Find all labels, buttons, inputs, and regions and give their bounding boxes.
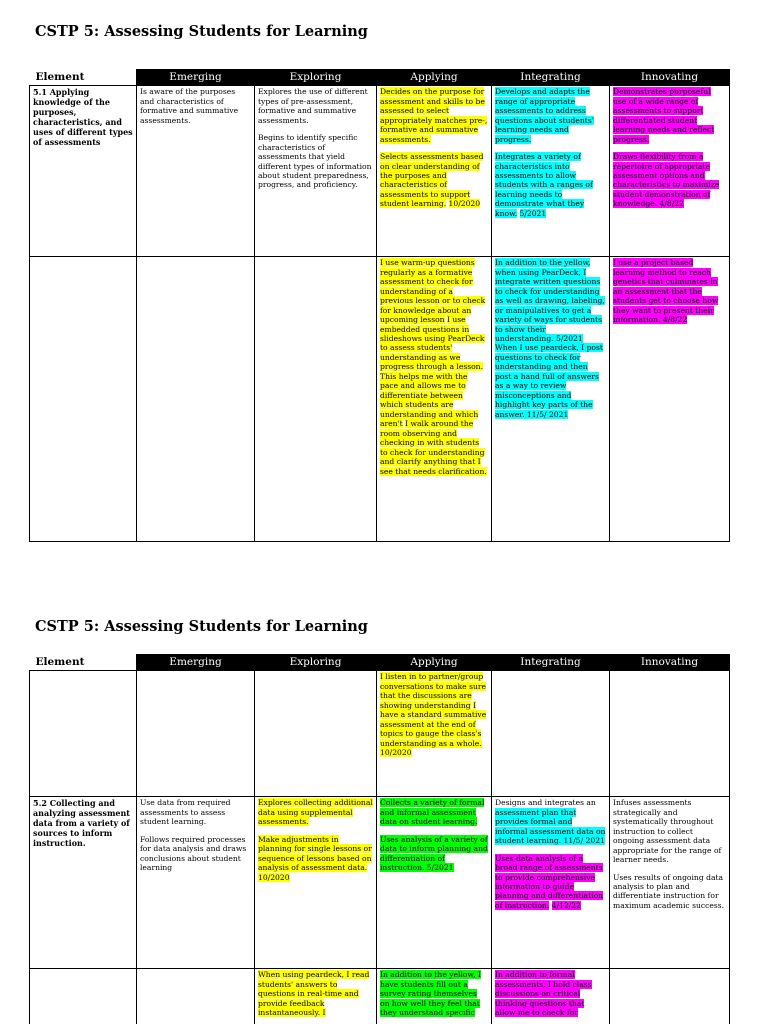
header-row: [30, 655, 730, 671]
applying-cell: [377, 86, 492, 257]
highlighted-text: In addition to formal assessments, I hold class discussions on critical thinking questions that allow me to check for: [495, 970, 592, 1018]
column-header-integrating: Integrating: [492, 655, 610, 671]
element-label: 5.2 Collecting and analyzing assessment data from a variety of sources to inform instruction.: [33, 798, 131, 849]
cell-text: Is aware of the purposes and characteristics of formative and summative assessments.: [140, 87, 239, 125]
element-cell: [30, 671, 137, 797]
highlighted-text: I use a project based learning method to reach genetics that culminates in an assessment that the students get to choose how they want to present their information. 4/8/22: [613, 258, 719, 325]
cell-text: Use data from required assessments to assess student learning.: [140, 798, 231, 827]
highlighted-text: Develops and adapts the range of appropriate assessments to address questions about students' learning needs and progress.: [495, 87, 594, 144]
page-title: CSTP 5: Assessing Students for Learning: [35, 23, 368, 40]
integrating-cell: [492, 86, 610, 257]
rubric-table: [29, 69, 730, 542]
innovating-cell: [610, 257, 730, 542]
table-row: [30, 86, 730, 257]
highlighted-text: In addition to the yellow, when using PearDeck, I integrate written questions to check for understanding as well as drawing, labeling, or manipulatives to get a variety of ways for students to show their understanding. 5/2021: [495, 258, 605, 343]
cell-text: Infuses assessments strategically and systematically throughout instruction to collect ongoing assessment data appropriate for the range of learner needs.: [613, 798, 722, 865]
rubric-table: [29, 654, 730, 1024]
page-title: CSTP 5: Assessing Students for Learning: [35, 618, 368, 635]
highlighted-text: Make adjustments in planning for single lessons or sequence of lessons based on analysis of assessment data. 10/2020: [258, 834, 372, 882]
innovating-cell: [610, 86, 730, 257]
column-header-applying: Applying: [377, 70, 492, 86]
table-row: [30, 671, 730, 797]
column-header-integrating: Integrating: [492, 70, 610, 86]
column-header-emerging: Emerging: [137, 655, 255, 671]
cell-text: Explores the use of different types of pre-assessment, formative and summative assessments.: [258, 87, 368, 125]
innovating-cell: [610, 671, 730, 797]
date-stamp: 10/2020: [448, 199, 481, 209]
applying-cell: [377, 969, 492, 1024]
highlighted-text: I use embedded questions in slideshows using PearDeck to assess students' understanding as we progress through a lesson. This helps me with the pace and allows me to differentiate between which students are understanding and which aren't: [380, 315, 485, 429]
column-header-innovating: Innovating: [610, 70, 730, 86]
highlighted-text: When using peardeck, I read students' answers to questions in real-time and provide feedback instantaneously. I: [258, 970, 370, 1018]
element-cell: [30, 797, 137, 969]
element-cell: [30, 86, 137, 257]
applying-cell: [377, 797, 492, 969]
cell-text: Begins to identify specific characteristics of assessments that yield different types of information about student preparedness, progress, and proficiency.: [258, 133, 372, 190]
table-row: [30, 797, 730, 969]
highlighted-text: assessment plan that provides formal and informal assessment data on student learning. 11/5/ 2021: [495, 807, 606, 846]
element-cell: [30, 969, 137, 1024]
emerging-cell: [137, 969, 255, 1024]
highlighted-text: Explores collecting additional data using supplemental assessments.: [258, 798, 373, 827]
highlighted-text: When I use peardeck, I post questions to check for understanding and then post a hand full of answers as a way to review misconceptions and highlight key parts of the answer. 11/5/ 2021: [495, 343, 603, 419]
emerging-cell: [137, 86, 255, 257]
highlighted-text: I have a standard summative assessment at the end of topics to gauge the class's understanding as a whole. 10/2020: [380, 700, 487, 757]
highlighted-text: Uses data analysis of a broad range of assessments to provide comprehensive information to guide planning and differentiation of instruction.: [495, 853, 604, 910]
column-header-applying: Applying: [377, 655, 492, 671]
highlighted-text: Selects assessments based on clear understanding of the purposes and characteristics of assessments to support student learning.: [380, 152, 484, 209]
exploring-cell: [255, 86, 377, 257]
column-header-exploring: Exploring: [255, 655, 377, 671]
integrating-cell: [492, 257, 610, 542]
exploring-cell: [255, 969, 377, 1024]
cell-text: Uses results of ongoing data analysis to plan and differentiate instruction for maximum academic success.: [613, 872, 725, 910]
highlighted-text: In addition to the yellow, I have students fill out a survey rating themselves on how well they feel that they understand specific: [380, 970, 481, 1018]
applying-cell: [377, 257, 492, 542]
cell-text: Designs and integrates an: [495, 798, 596, 808]
integrating-cell: [492, 969, 610, 1024]
emerging-cell: [137, 671, 255, 797]
date-stamp: 5/2021: [519, 208, 547, 218]
integrating-cell: [492, 797, 610, 969]
exploring-cell: [255, 671, 377, 797]
table-row: [30, 257, 730, 542]
exploring-cell: [255, 797, 377, 969]
applying-cell: [377, 671, 492, 797]
highlighted-text: Uses analysis of a variety of data to inform planning and differentiation of instruction. 5/2021: [380, 834, 488, 873]
column-header-element: Element: [30, 70, 137, 86]
innovating-cell: [610, 969, 730, 1024]
element-cell: [30, 257, 137, 542]
highlighted-text: Collects a variety of formal and informal assessment data on student learning.: [380, 798, 485, 827]
element-label: 5.1 Applying knowledge of the purposes, characteristics, and uses of different types of assessments: [33, 87, 133, 148]
highlighted-text: I use warm-up questions regularly as a formative assessment to check for understanding of a previous lesson or to check for knowledge about an upcoming lesson: [380, 258, 486, 325]
exploring-cell: [255, 257, 377, 542]
column-header-element: Element: [30, 655, 137, 671]
column-header-innovating: Innovating: [610, 655, 730, 671]
highlighted-text: I walk around the room observing and checking in with students to check for understanding and clarify anything that I see that needs clarification.: [380, 419, 487, 476]
header-row: [30, 70, 730, 86]
column-header-exploring: Exploring: [255, 70, 377, 86]
highlighted-text: Integrates a variety of characteristics into assessments to allow students with a ranges of learning needs to demonstrate what they know.: [495, 152, 593, 218]
highlighted-text: Draws flexibility from a repertoire of appropriate assessment options and characteristics to maximize student demonstration of knowledge. 4/8/22: [613, 152, 720, 209]
integrating-cell: [492, 671, 610, 797]
column-header-emerging: Emerging: [137, 70, 255, 86]
highlighted-text: Demonstrates purposeful use of a wide range of assessments to support differentiated student learning needs and reflect progress.: [613, 87, 715, 144]
innovating-cell: [610, 797, 730, 969]
table-row: [30, 969, 730, 1024]
emerging-cell: [137, 257, 255, 542]
highlighted-text: I listen in to partner/group conversations to make sure that the discussions are showing understanding: [380, 672, 486, 710]
highlighted-text: Decides on the purpose for assessment and skills to be assessed to select appropriately matches pre-, formative and summative assessments.: [380, 87, 488, 144]
emerging-cell: [137, 797, 255, 969]
cell-text: Follows required processes for data analysis and draws conclusions about student learning: [140, 834, 247, 873]
date-stamp: 4/12/22: [551, 900, 581, 910]
